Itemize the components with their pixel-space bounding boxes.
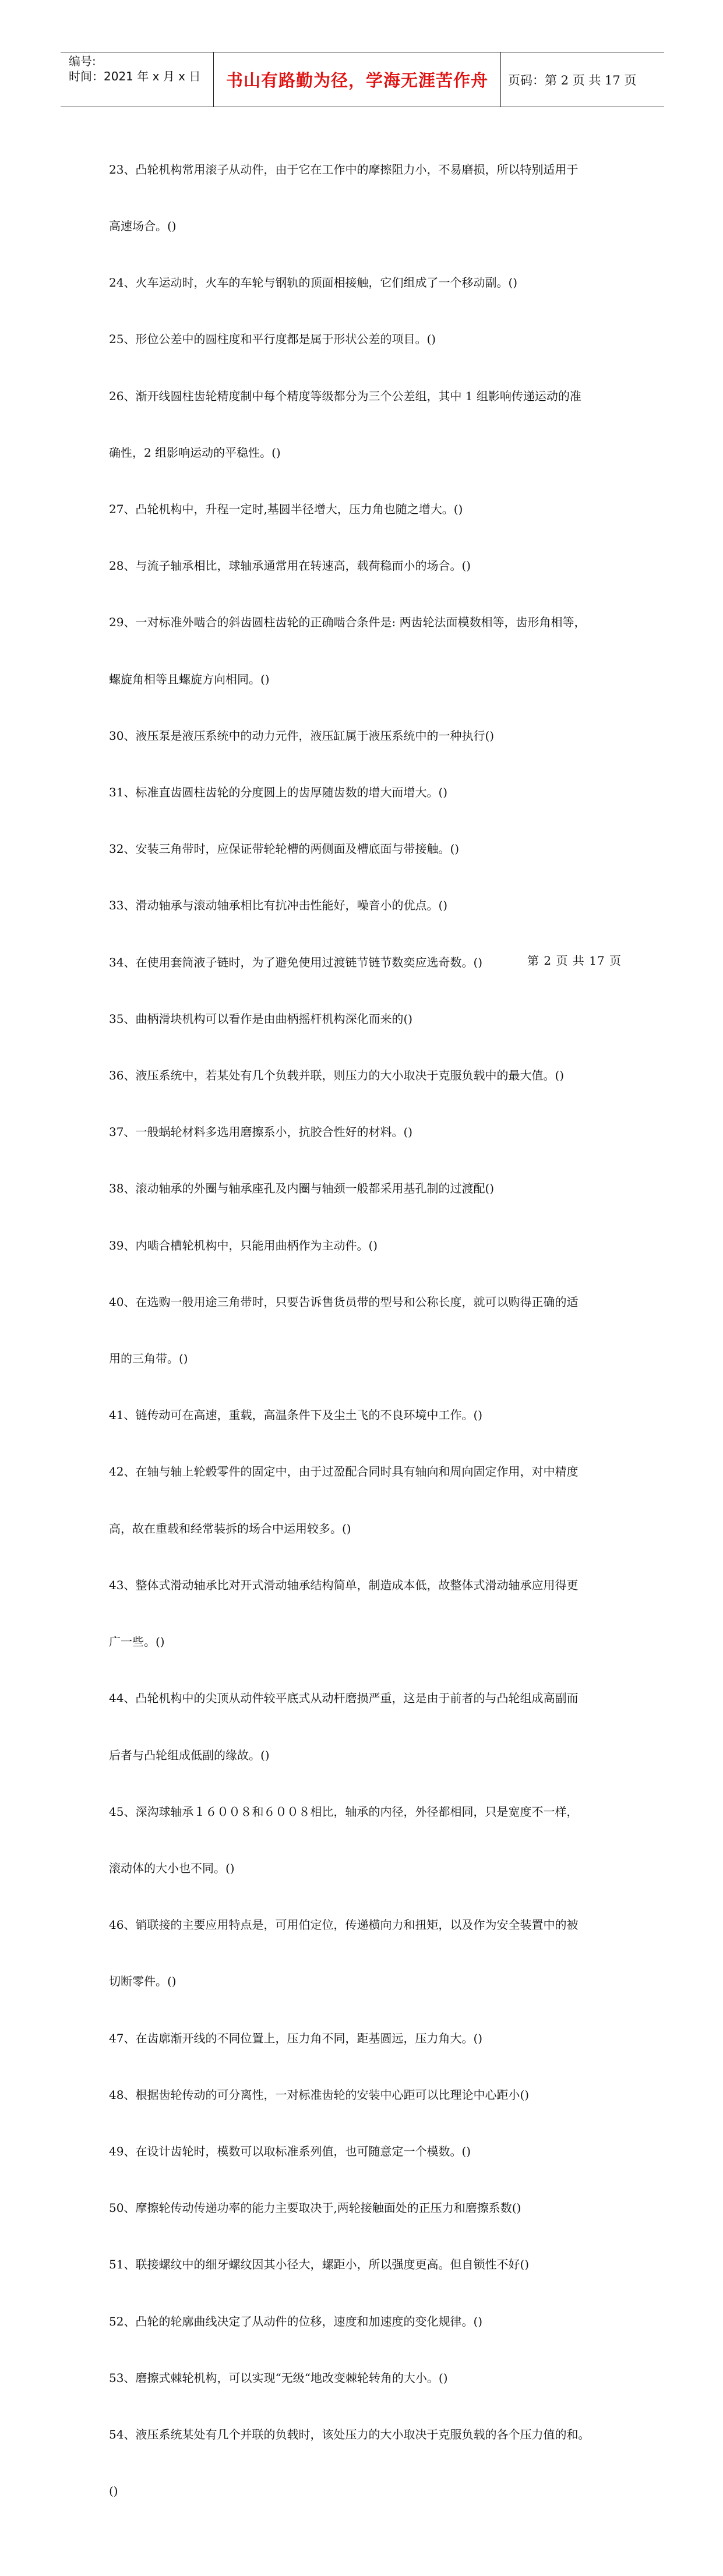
text-line: 43、整体式滑动轴承比对开式滑动轴承结构简单，制造成本低，故整体式滑动轴承应用得更 [109,1578,579,1592]
text-line: 40、在选购一般用途三角带时，只要告诉售货员带的型号和公称长度，就可以购得正确的适 [109,1294,579,1309]
text-line: 36、液压系统中，若某处有几个负载并联，则压力的大小取决于克服负载中的最大值。() [109,1068,565,1083]
header-meta-cell [61,52,214,107]
text-line: () [109,2484,118,2499]
text-line: 45、深沟球轴承１６００８和６００８相比，轴承的内径，外径都相同，只是宽度不一样， [109,1804,579,1819]
text-line: 48、根据齿轮传动的可分离性，一对标准齿轮的安装中心距可以比理论中心距小() [109,2087,530,2102]
text-line: 27、凸轮机构中，升程一定时,基圆半径增大，压力角也随之增大。() [109,502,463,517]
text-line: 高，故在重载和经常装拆的场合中运用较多。() [109,1521,351,1536]
text-line: 37、一般蜗轮材料多选用磨擦系小，抗胶合性好的材料。() [109,1125,413,1139]
page-header [61,52,664,107]
text-line: 38、滚动轴承的外圈与轴承座孔及内圈与轴颈一般都采用基孔制的过渡配() [109,1181,495,1196]
question-list [109,122,622,2576]
text-line: 47、在齿廓渐开线的不同位置上，压力角不同，距基圆远，压力角大。() [109,2031,483,2045]
header-page-code: 页码：第 2 页 共 17 页 [508,73,637,87]
text-line: 确性，2 组影响运动的平稳性。() [109,445,281,460]
text-line: 46、销联接的主要应用特点是，可用伯定位，传递横向力和扭矩，以及作为安全装置中的被 [109,1918,579,1932]
text-line: 42、在轴与轴上轮毂零件的固定中，由于过盈配合同时具有轴向和周向固定作用，对中精度 [109,1465,579,1479]
text-line: 31、标准直齿圆柱齿轮的分度圆上的齿厚随齿数的增大而增大。() [109,785,448,800]
text-line: 广一些。() [109,1635,165,1649]
text-line: 用的三角带。() [109,1351,188,1366]
document-time-label: 时间：2021 年 x 月 x 日 [69,69,201,83]
text-line: 39、内啮合槽轮机构中，只能用曲柄作为主动件。() [109,1238,378,1252]
text-line: 切断零件。() [109,1974,177,1989]
text-line: 49、在设计齿轮时，模数可以取标准系列值，也可随意定一个模数。() [109,2144,471,2158]
text-line: 32、安装三角带时，应保证带轮轮槽的两侧面及槽底面与带接触。() [109,842,460,856]
text-line: 41、链传动可在高速，重载，高温条件下及尘土飞的不良环境中工作。() [109,1408,483,1423]
text-line: 35、曲柄滑块机构可以看作是由曲柄摇杆机构深化而来的() [109,1011,413,1026]
text-line: 滚动体的大小也不同。() [109,1861,235,1875]
text-line: 51、联接螺纹中的细牙螺纹因其小径大，螺距小，所以强度更高。但自锁性不好() [109,2257,530,2272]
text-line: 29、一对标准外啮合的斜齿圆柱齿轮的正确啮合条件是: 两齿轮法面模数相等，齿形角相等， [109,615,586,630]
text-line: 53、磨擦式棘轮机构，可以实现“无级“地改变棘轮转角的大小。() [109,2370,448,2385]
text-line: 54、液压系统某处有几个并联的负载时，该处压力的大小取决于克服负载的各个压力值的和。 [109,2427,590,2441]
text-line: 25、形位公差中的圆柱度和平行度都是属于形状公差的项目。() [109,332,436,347]
text-line: 26、渐开线圆柱齿轮精度制中每个精度等级都分为三个公差组，其中 1 组影响传递运动的准 [109,389,581,403]
text-line: 后者与凸轮组成低副的缘故。() [109,1748,270,1762]
document-number-label: 编号: [69,54,96,68]
text-line: 螺旋角相等且螺旋方向相同。() [109,672,270,686]
text-line: 33、滑动轴承与滚动轴承相比有抗冲击性能好，噪音小的优点。() [109,898,448,913]
text-line: 23、凸轮机构常用滚子从动件，由于它在工作中的摩擦阻力小，不易磨损，所以特别适用于 [109,162,579,177]
text-line: 52、凸轮的轮廓曲线决定了从动件的位移，速度和加速度的变化规律。() [109,2314,483,2328]
page-footer: 第 2 页 共 17 页 [527,954,622,968]
text-line: 28、与流子轴承相比，球轴承通常用在转速高，载荷稳而小的场合。() [109,559,471,573]
text-line: 44、凸轮机构中的尖顶从动件较平底式从动杆磨损严重，这是由于前者的与凸轮组成高副而 [109,1691,579,1706]
text-line [109,2538,622,2557]
text-line: 34、在使用套筒液子链时，为了避免使用过渡链节链节数奕应选奇数。() [109,955,483,969]
text-line: 高速场合。() [109,219,177,234]
text-line: 30、液压泵是液压系统中的动力元件，液压缸属于液压系统中的一种执行() [109,728,495,743]
header-motto: 书山有路勤为径，学海无涯苦作舟 [214,52,501,107]
text-line: 24、火车运动时，火车的车轮与钢轨的顶面相接触，它们组成了一个移动副。() [109,276,518,290]
text-line: 50、摩擦轮传动传递功率的能力主要取决于,两轮接触面处的正压力和磨擦系数() [109,2201,521,2215]
